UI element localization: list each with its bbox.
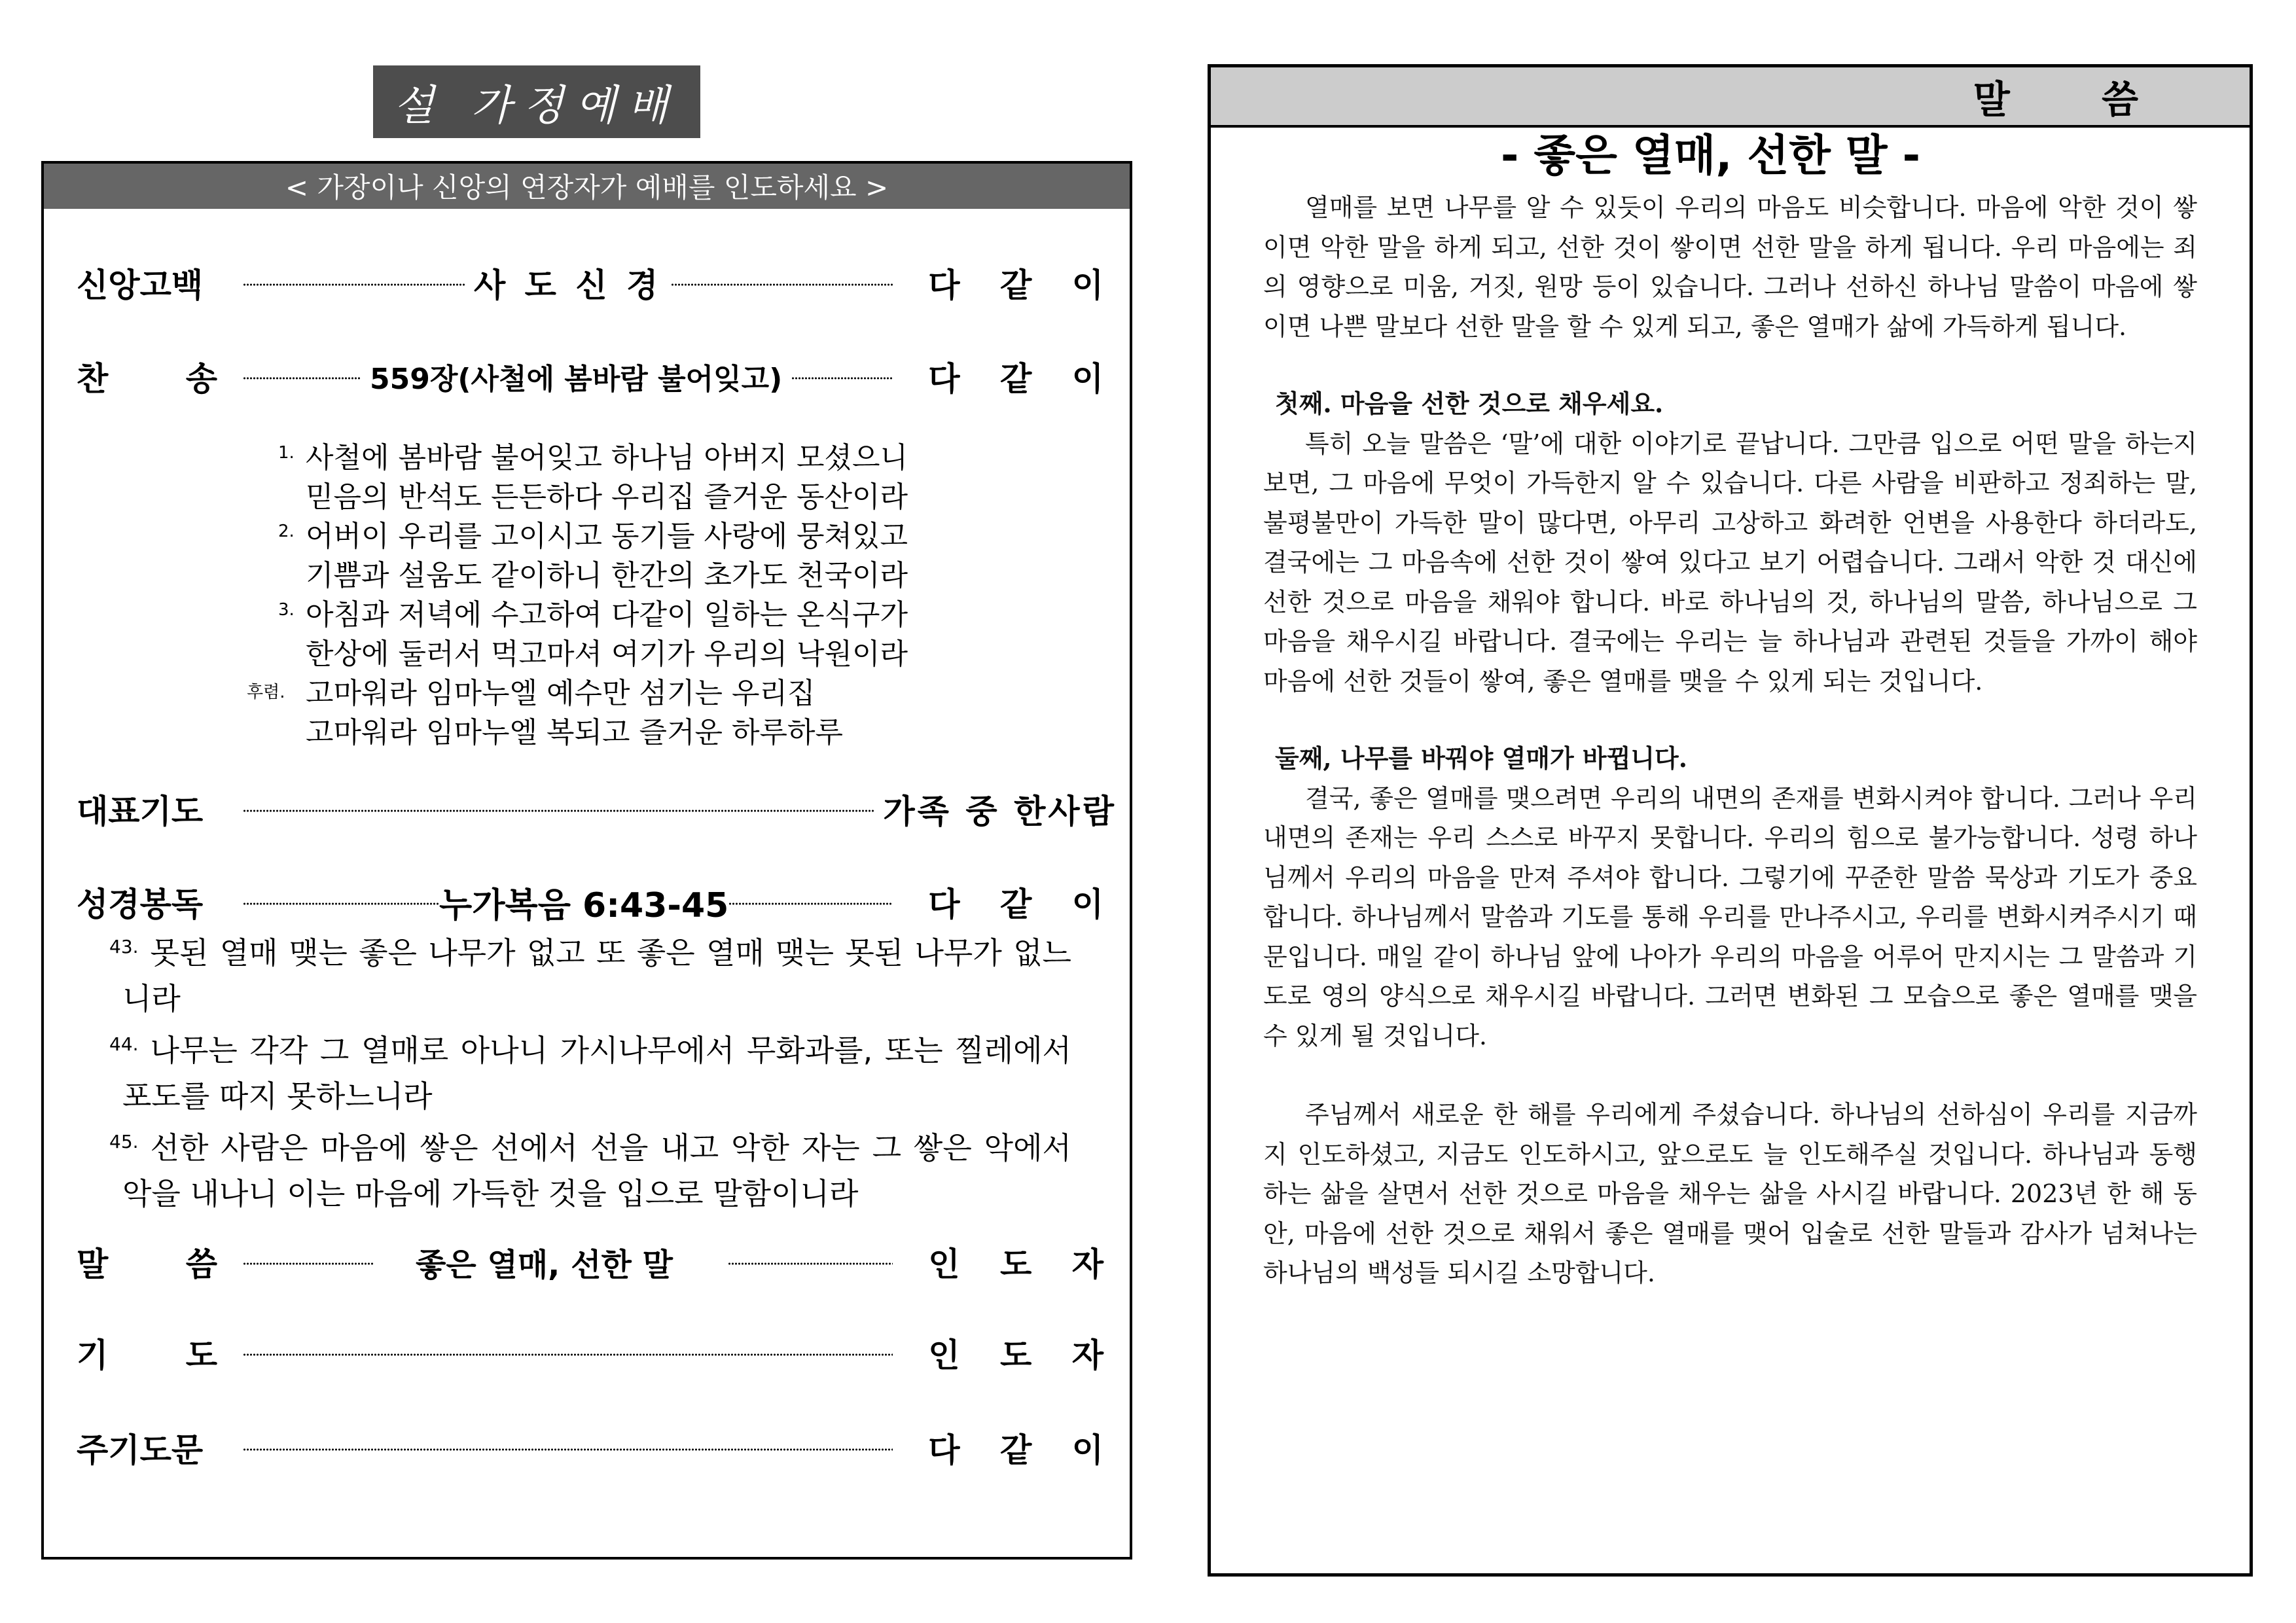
verse-number: 1. bbox=[278, 443, 295, 463]
hymn-line bbox=[247, 674, 908, 713]
order-label-part: 씀 bbox=[185, 1245, 217, 1283]
order-right: 인 도 자 bbox=[928, 1336, 1118, 1374]
hymn-text: 아침과 저녁에 수고하여 다같이 일하는 온식구가 bbox=[306, 598, 908, 632]
leader-dots bbox=[791, 376, 893, 380]
hymn-text: 고마워라 임마누엘 예수만 섬기는 우리집 bbox=[306, 677, 816, 710]
instruction-banner bbox=[44, 164, 1130, 209]
sermon-paragraph: 주님께서 새로운 한 해를 우리에게 주셨습니다. 하나님의 선하심이 우리를 지금까지 인도하셨고, 지금도 인도하시고, 앞으로도 늘 인도해주실 것입니다. 하나님과 동행하는 삶을 살면서 선한 것으로 마음을 채우는 삶을 사시길 바랍니다. 2023년 한 해 동안, 마음에 선한 것으로 채워서 좋은 열매를 맺어 입술로 선한 말들과 감사가 넘쳐나는 하나님의 백성들 되시길 소망합니다. bbox=[1263, 1100, 2197, 1287]
sermon-paragraph: 결국, 좋은 열매를 맺으려면 우리의 내면의 존재를 변화시켜야 합니다. 그러나 우리 내면의 존재는 우리 스스로 바꾸지 못합니다. 우리의 힘으로 불가능합니다. 성령 하나님께서 우리의 마음을 만져 주셔야 합니다. 그렇기에 꾸준한 말씀 묵상과 기도가 중요합니다. 하나님께서 말씀과 기도를 통해 우리를 만나주시고, 우리를 변화시켜주시기 때문입니다. 매일 같이 하나님 앞에 나아가 우리의 마음을 어루어 만지시는 그 말씀과 기도로 영의 양식으로 채우시길 바랍니다. 그러면 변화된 그 모습으로 좋은 열매를 맺을 수 있게 될 것입니다. bbox=[1263, 783, 2197, 1050]
order-label-part: 도 bbox=[185, 1336, 217, 1374]
verse-number: 2. bbox=[278, 522, 295, 541]
leader-dots bbox=[243, 376, 361, 380]
worship-order-panel bbox=[41, 161, 1132, 1560]
sermon-subheading: 첫째. 마음을 선한 것으로 채우세요. bbox=[1275, 389, 1664, 418]
sermon-panel bbox=[1208, 64, 2253, 1577]
leader-dots bbox=[243, 809, 874, 813]
leader-dots bbox=[671, 283, 893, 287]
hymn-line bbox=[247, 438, 908, 478]
sermon-header bbox=[1211, 67, 2250, 128]
scripture-reference: 누가복음 6:43-45 bbox=[439, 885, 729, 925]
verse-text: 못된 열매 맺는 좋은 나무가 없고 또 좋은 열매 맺는 못된 나무가 없느니라 bbox=[122, 935, 1071, 1016]
verse-text: 나무는 각각 그 열매로 아나니 가시나무에서 무화과를, 또는 찔레에서 포도를 따지 못하느니라 bbox=[122, 1033, 1071, 1114]
hymn-text: 기쁨과 설움도 같이하니 한간의 초가도 천국이라 bbox=[306, 559, 908, 592]
hymn-text: 어버이 우리를 고이시고 동기들 사랑에 뭉쳐있고 bbox=[306, 520, 908, 553]
order-label bbox=[77, 1329, 217, 1376]
hymn-text: 고마워라 임마누엘 복되고 즐거운 하루하루 bbox=[306, 716, 844, 749]
order-center: 좋은 열매, 선한 말 bbox=[416, 1246, 673, 1283]
hymn-text: 믿음의 반석도 든든하다 우리집 즐거운 동산이라 bbox=[306, 480, 908, 514]
hymn-lyrics bbox=[247, 438, 908, 753]
order-row-sermon bbox=[77, 1236, 1118, 1288]
order-row-lords-prayer bbox=[77, 1421, 1118, 1474]
scripture-text bbox=[109, 924, 1071, 1217]
hymn-text: 한상에 둘러서 먹고마셔 여기가 우리의 낙원이라 bbox=[306, 637, 908, 671]
order-center: 559장(사철에 봄바람 불어잊고) bbox=[370, 363, 783, 396]
order-label-part: 말 bbox=[77, 1245, 109, 1283]
leader-dots bbox=[243, 283, 465, 287]
order-right: 다 같 이 bbox=[928, 1431, 1118, 1469]
order-label: 성경봉독 bbox=[77, 885, 204, 923]
hymn-line bbox=[247, 713, 908, 753]
verse-number: 45. bbox=[109, 1131, 139, 1152]
instruction-text: < 가장이나 신앙의 연장자가 예배를 인도하세요 > bbox=[285, 171, 889, 204]
verse-number: 3. bbox=[278, 600, 295, 620]
scripture-verse bbox=[109, 1022, 1071, 1119]
sermon-subheading: 둘째, 나무를 바꿔야 열매가 바뀝니다. bbox=[1275, 743, 1687, 773]
order-right: 가족 중 한사람 bbox=[883, 793, 1117, 830]
order-row-prayer bbox=[77, 783, 1117, 835]
chorus-label: 후렴. bbox=[247, 683, 285, 702]
leader-dots bbox=[243, 1262, 374, 1266]
leader-dots bbox=[243, 1353, 893, 1357]
order-right: 다 같 이 bbox=[928, 360, 1118, 398]
verse-number: 44. bbox=[109, 1033, 139, 1055]
page-title: 설 가정예배 bbox=[373, 65, 700, 138]
hymn-line bbox=[247, 478, 908, 517]
order-center: 사 도 신 경 bbox=[473, 266, 662, 304]
hymn-line bbox=[247, 596, 908, 635]
order-row-hymn bbox=[77, 350, 1118, 402]
hymn-line bbox=[247, 556, 908, 596]
verse-number: 43. bbox=[109, 936, 139, 957]
paragraph-gap bbox=[1263, 1056, 2197, 1095]
order-label-part: 기 bbox=[77, 1336, 109, 1374]
hymn-line bbox=[247, 635, 908, 674]
sermon-body bbox=[1211, 188, 2250, 1293]
order-right: 다 같 이 bbox=[928, 266, 1119, 304]
sermon-header-label: 말 씀 bbox=[1973, 77, 2178, 122]
order-row-scripture bbox=[77, 876, 1118, 928]
leader-dots bbox=[243, 902, 439, 906]
order-label bbox=[77, 1238, 217, 1285]
order-label: 대표기도 bbox=[77, 793, 204, 830]
leader-dots bbox=[728, 1262, 893, 1266]
leader-dots bbox=[728, 902, 893, 906]
order-right: 인 도 자 bbox=[928, 1245, 1118, 1283]
order-label-part: 송 bbox=[185, 360, 217, 398]
verse-text: 선한 사람은 마음에 쌓은 선에서 선을 내고 악한 자는 그 쌓은 악에서 악을 내나니 이는 마음에 가득한 것을 입으로 말함이니라 bbox=[122, 1130, 1071, 1211]
order-label bbox=[77, 353, 217, 400]
order-row-closing-prayer bbox=[77, 1327, 1118, 1379]
order-right: 다 같 이 bbox=[928, 885, 1118, 923]
scripture-verse bbox=[109, 1119, 1071, 1217]
order-label: 주기도문 bbox=[77, 1431, 204, 1469]
hymn-text: 사철에 봄바람 불어잊고 하나님 아버지 모셨으니 bbox=[306, 441, 908, 474]
scripture-verse bbox=[109, 924, 1071, 1022]
sermon-paragraph: 특히 오늘 말씀은 ‘말’에 대한 이야기로 끝납니다. 그만큼 입으로 어떤 말을 하는지 보면, 그 마음에 무엇이 가득한지 알 수 있습니다. 다른 사람을 비판하고 정죄하는 말, 불평불만이 가득한 말이 많다면, 아무리 고상하고 화려한 언변을 사용한다 하더라도, 결국에는 그 마음속에 선한 것이 쌓여 있다고 보기 어렵습니다. 그래서 악한 것 대신에 선한 것으로 마음을 채워야 합니다. 바로 하나님의 것, 하나님의 말씀, 하나님으로 그 마음을 채우시길 바랍니다. 결국에는 우리는 늘 하나님과 관련된 것들을 가까이 해야 마음에 선한 것들이 쌓여, 좋은 열매를 맺을 수 있게 되는 것입니다. bbox=[1263, 429, 2197, 696]
order-label: 신앙고백 bbox=[77, 266, 204, 304]
leader-dots bbox=[243, 1448, 893, 1452]
sermon-title: - 좋은 열매, 선한 말 - bbox=[1500, 130, 1921, 181]
hymn-line bbox=[247, 517, 908, 556]
order-row-creed bbox=[77, 257, 1119, 309]
sermon-paragraph: 열매를 보면 나무를 알 수 있듯이 우리의 마음도 비슷합니다. 마음에 악한 것이 쌓이면 악한 말을 하게 되고, 선한 것이 쌓이면 선한 말을 하게 됩니다. 우리 마음에는 죄의 영향으로 미움, 거짓, 원망 등이 있습니다. 그러나 선하신 하나님 말씀이 마음에 쌓이면 나쁜 말보다 선한 말을 할 수 있게 되고, 좋은 열매가 삶에 가득하게 됩니다. bbox=[1263, 193, 2197, 341]
order-label-part: 찬 bbox=[77, 360, 109, 398]
